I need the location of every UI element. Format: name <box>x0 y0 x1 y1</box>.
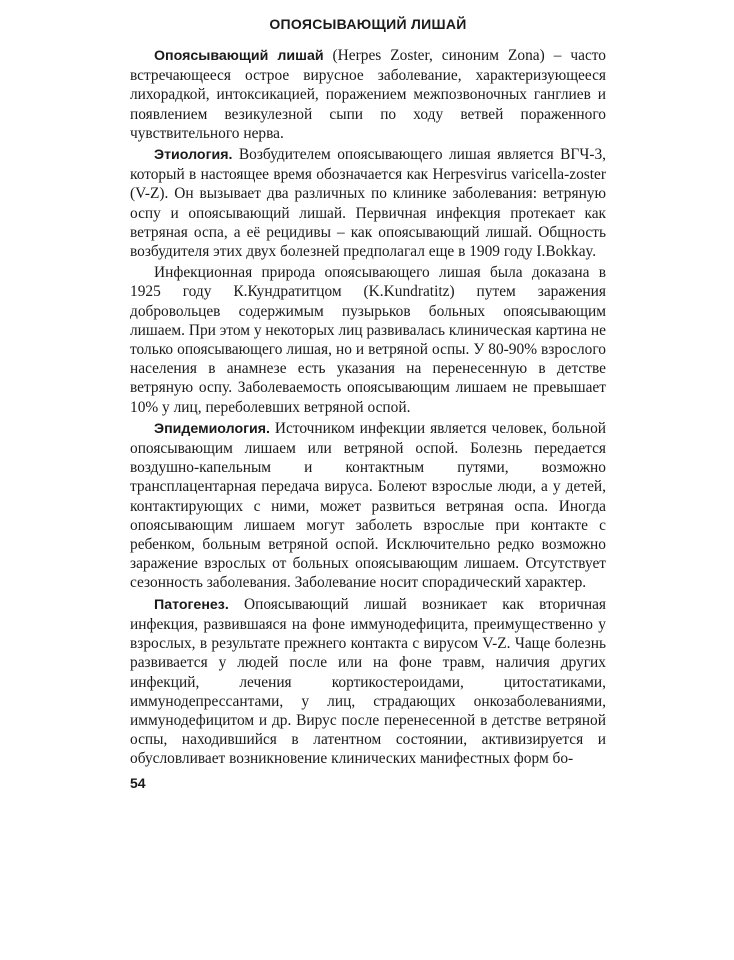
paragraph-text: Инфекционная природа опоясывающего лишая была доказана в 1925 году К.Кундратитцом (K.Kundratitz) путем заражения добровольцев содержимым пузырьков больных опоясывающим лишаем. При этом у некоторых лиц развивалась клиническая картина не только опоясывающего лишая, но и ветряной оспы. У 80-90% взрослого населения в анамнезе есть указания на перенесенную в детстве ветряную оспу. Заболеваемость опоясывающим лишаем не превышает 10% у лиц, переболевших ветряной оспой. <box>130 264 606 416</box>
paragraph-text: (Herpes Zoster, синоним Zona) – часто встречающееся острое вирусное заболевание, характеризующееся лихорадкой, интоксикацией, поражением межпозвоночных ганглиев и появлением везикулезной сыпи по ходу ветвей пораженного чувствительного нерва. <box>130 47 607 142</box>
paragraph-lead: Этиология. <box>154 147 233 164</box>
paragraph-lead: Опоясывающий лишай <box>154 48 324 64</box>
paragraph-definition <box>130 46 606 143</box>
paragraph-etiology <box>130 145 606 261</box>
paragraph-lead: Патогенез. <box>154 596 229 613</box>
paragraph-lead: Эпидемиология. <box>154 420 270 437</box>
paragraph-infectious-nature <box>130 263 606 417</box>
page-title: ОПОЯСЫВАЮЩИЙ ЛИШАЙ <box>269 16 467 32</box>
paragraph-text: Источником инфекции является человек, больной опоясывающим лишаем или ветряной оспой. Болезнь передается воздушно-капельным и контактным путями, возможно трансплацентарная передача вируса. Болеют взрослые люди, а у детей, контактирующих с ними, может развиться ветряная оспа. Иногда опоясывающим лишаем могут заболеть взрослые при контакте с ребенком, больным ветряной оспой. Исключительно редко возможно заражение взрослых от больных опоясывающим лишаем. Отсутствует сезонность заболевания. Заболевание носит спорадический характер. <box>130 419 606 592</box>
paragraph-pathogenesis <box>130 595 606 769</box>
paragraph-epidemiology <box>130 419 606 593</box>
paragraph-text: Возбудителем опоясывающего лишая является ВГЧ-3, который в настоящее время обозначается как Herpesvirus varicella-zoster (V-Z). Он вызывает два различных по клинике заболевания: ветряную оспу и опоясывающий лишай. Первичная инфекция протекает как ветряная оспа, а её рецидивы – как опоясывающий лишай. Общность возбудителя этих двух болезней предполагал еще в 1909 году I.Bokkay. <box>130 146 606 261</box>
page-number: 54 <box>130 775 146 791</box>
page-content <box>130 14 606 771</box>
paragraph-text: Опоясывающий лишай возникает как вторичная инфекция, развившаяся на фоне иммунодефицита, преимущественно у взрослых, в результате прежнего контакта с вирусом V-Z. Чаще болезнь развивается у людей после или на фоне травм, наличия других инфекций, лечения кортикостероидами, цитостатиками, иммунодепрессантами, у лиц, страдающих онкозаболеваниями, иммунодефицитом и др. Вирус после перенесенной в детстве ветряной оспы, находившийся в латентном состоянии, активизируется и обусловливает возникновение клинических манифестных форм бо- <box>130 595 606 768</box>
